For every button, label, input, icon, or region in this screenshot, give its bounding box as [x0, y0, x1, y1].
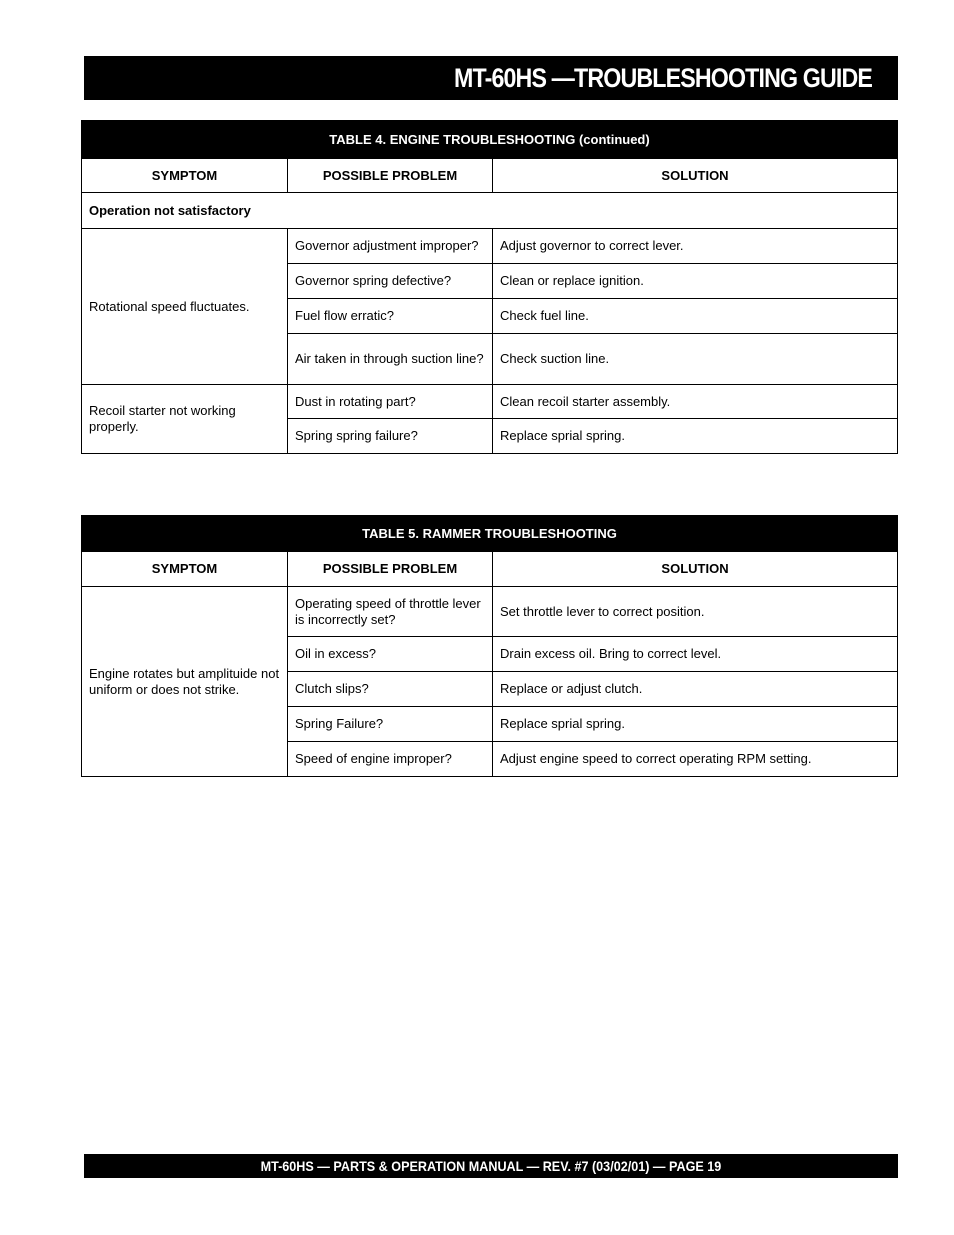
table-header-row: [82, 552, 898, 587]
section-label: Operation not satisfactory: [82, 193, 898, 229]
solution-cell: Replace sprial spring.: [493, 707, 898, 742]
problem-cell: Governor adjustment improper?: [288, 229, 493, 264]
problem-cell: Clutch slips?: [288, 672, 493, 707]
column-header-symptom: SYMPTOM: [82, 552, 288, 587]
page-footer: [84, 1154, 898, 1178]
solution-cell: Drain excess oil. Bring to correct level.: [493, 637, 898, 672]
column-header-problem: POSSIBLE PROBLEM: [288, 159, 493, 193]
footer-text: MT-60HS — PARTS & OPERATION MANUAL — REV. #7 (03/02/01) — PAGE 19: [260, 1158, 722, 1174]
page-title: MT-60HS —TROUBLESHOOTING GUIDE: [453, 62, 872, 93]
engine-troubleshooting-table: [81, 120, 898, 454]
problem-cell: Oil in excess?: [288, 637, 493, 672]
table-caption-row: [82, 516, 898, 552]
symptom-cell: Engine rotates but amplituide not uniform or does not strike.: [82, 587, 288, 777]
symptom-cell: Recoil starter not working properly.: [82, 385, 288, 454]
page-title-bar: [84, 56, 898, 100]
table-caption-row: [82, 121, 898, 159]
column-header-solution: SOLUTION: [493, 159, 898, 193]
problem-cell: Speed of engine improper?: [288, 742, 493, 777]
problem-cell: Spring Failure?: [288, 707, 493, 742]
column-header-problem: POSSIBLE PROBLEM: [288, 552, 493, 587]
solution-cell: Clean or replace ignition.: [493, 264, 898, 299]
table-row: [82, 385, 898, 419]
solution-cell: Check suction line.: [493, 334, 898, 385]
table-caption: TABLE 4. ENGINE TROUBLESHOOTING (continued): [82, 121, 898, 159]
solution-cell: Clean recoil starter assembly.: [493, 385, 898, 419]
problem-cell: Operating speed of throttle lever is incorrectly set?: [288, 587, 493, 637]
symptom-cell: Rotational speed fluctuates.: [82, 229, 288, 385]
problem-cell: Air taken in through suction line?: [288, 334, 493, 385]
table-caption: TABLE 5. RAMMER TROUBLESHOOTING: [82, 516, 898, 552]
section-row: [82, 193, 898, 229]
rammer-troubleshooting-table: [81, 515, 898, 777]
solution-cell: Replace sprial spring.: [493, 419, 898, 454]
table-header-row: [82, 159, 898, 193]
solution-cell: Adjust engine speed to correct operating RPM setting.: [493, 742, 898, 777]
solution-cell: Replace or adjust clutch.: [493, 672, 898, 707]
problem-cell: Dust in rotating part?: [288, 385, 493, 419]
problem-cell: Fuel flow erratic?: [288, 299, 493, 334]
column-header-solution: SOLUTION: [493, 552, 898, 587]
solution-cell: Check fuel line.: [493, 299, 898, 334]
column-header-symptom: SYMPTOM: [82, 159, 288, 193]
table-row: [82, 587, 898, 637]
solution-cell: Adjust governor to correct lever.: [493, 229, 898, 264]
solution-cell: Set throttle lever to correct position.: [493, 587, 898, 637]
problem-cell: Spring spring failure?: [288, 419, 493, 454]
table-row: [82, 229, 898, 264]
problem-cell: Governor spring defective?: [288, 264, 493, 299]
